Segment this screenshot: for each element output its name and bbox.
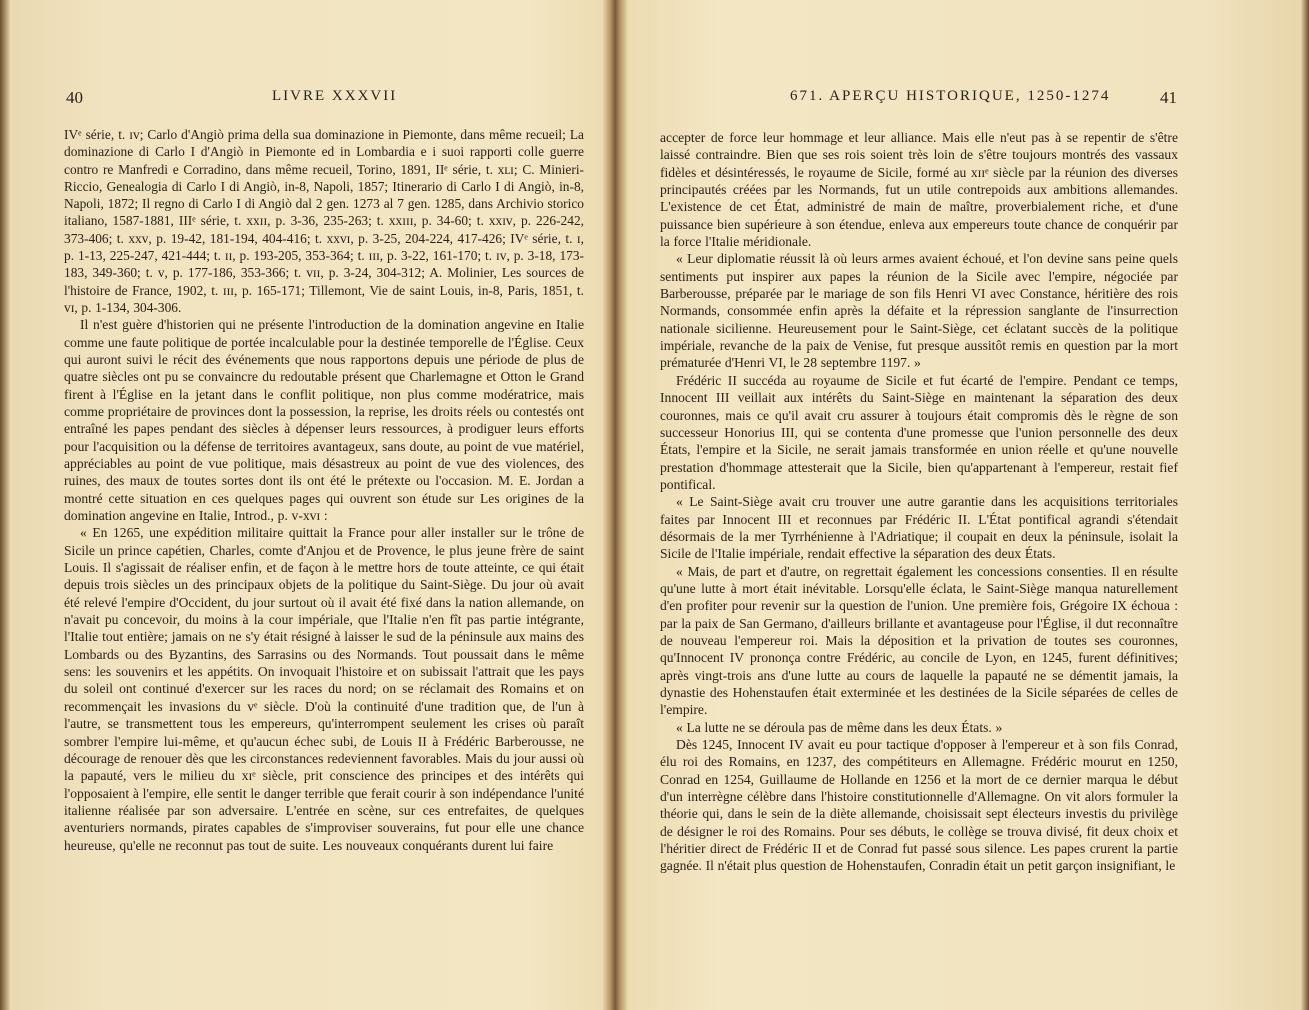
right-running-head: 671. APERÇU HISTORIQUE, 1250-1274 xyxy=(790,88,1111,104)
right-paragraph-4: « Le Saint-Siège avait cru trouver une autre garantie dans les acquisitions territoriales faites par Innocent III et reconnues par Frédéric II. L'État pontifical agrandi s'étendait désormais de la mer Tyrrhénienne à l'Adriatique; il coupait en deux la péninsule, isolait la Sicile de l'Italie impériale, rendait effective la séparation des deux États. xyxy=(660,494,1178,562)
bibliography-references: IVᵉ série, t. ɪᴠ; Carlo d'Angiò prima della sua dominazione in Piemonte, dans même recueil; La dominazione di Carlo I d'Angiò in Piemonte ed in Lombardia e i suoi rapporti colle guerre contro re Manfredi e Corradino, dans même recueil, Torino, 1891, IIᵉ série, t. xʟɪ; C. Minieri-Riccio, Genealogia di Carlo I di Angiò, in-8, Napoli, 1857; Itinerario di Carlo I di Angiò, in-8, Napoli, 1872; Il regno di Carlo I di Angiò dal 2 gen. 1273 al 7 gen. 1285, dans Archivio storico italiano, 1587-1881, IIIᵉ série, t. xxɪɪ, p. 3-36, 235-263; t. xxɪɪɪ, p. 34-60; t. xxɪᴠ, p. 226-242, 373-406; t. xxᴠ, p. 19-42, 181-194, 404-416; t. xxᴠɪ, p. 3-25, 204-224, 417-426; IVᵉ série, t. ɪ, p. 1-13, 225-247, 421-444; t. ɪɪ, p. 193-205, 353-364; t. ɪɪɪ, p. 3-22, 161-170; t. ɪᴠ, p. 3-18, 173-183, 349-360; t. ᴠ, p. 177-186, 353-366; t. ᴠɪɪ, p. 3-24, 304-312; A. Molinier, Les sources de l'histoire de France, 1902, t. ɪɪɪ, p. 165-171; Tillemont, Vie de saint Louis, in-8, Paris, 1851, t. ᴠɪ, p. 1-134, 304-306. xyxy=(64,127,584,315)
left-running-head: LIVRE XXXVII xyxy=(272,88,398,104)
right-paragraph-7: Dès 1245, Innocent IV avait eu pour tactique d'opposer à l'empereur et à son fils Conrad, élu roi des Romains, en 1237, des compétiteurs en Allemagne. Frédéric mourut en 1250, Conrad en 1254, Guillaume de Hollande en 1256 et la mort de ce dernier marqua le début d'un interrègne célèbre dans l'histoire constitutionnelle d'Allemagne. On vit alors formuler la théorie qui, dans le sein de la diète allemande, choisissait sept électeurs investis du privilège de désigner le roi des Romains. Pour ses débuts, le collège se trouva divisé, fit deux choix et l'héritier direct de Frédéric II et de Conrad fut passé sous silence. Les papes crurent la partie gagnée. Il n'était plus question de Hohenstaufen, Conradin était un petit garçon insignifiant, le xyxy=(660,737,1178,874)
left-page xyxy=(0,0,608,1010)
right-paragraph-5: « Mais, de part et d'autre, on regrettait également les concessions consenties. Il en résulte qu'une lutte à mort était inévitable. Lorsqu'elle éclata, le Saint-Siège manqua naturellement d'en profiter pour revenir sur la question de l'union. Une première fois, Grégoire IX échoua : par la paix de San Germano, d'ailleurs brillante et avantageuse pour l'Église, il dut reconnaître de nouveau l'empereur roi. Mais la déposition et la privation de toutes ses couronnes, qu'Innocent IV prononça contre Frédéric, au concile de Lyon, en 1245, furent définitives; après vingt-trois ans d'une lutte au cours de laquelle la papauté ne se démentit jamais, la dynastie des Hohenstaufen était exterminée et les destinées de la Sicile séparées de celles de l'empire. xyxy=(660,563,1178,718)
left-page-number: 40 xyxy=(66,88,83,107)
left-paragraph-2: « En 1265, une expédition militaire quittait la France pour aller installer sur le trône de Sicile un prince capétien, Charles, comte d'Anjou et de Provence, le plus jeune frère de saint Louis. Il s'agissait de réaliser enfin, et de façon à le mettre hors de toute atteinte, ce qui était depuis trois siècles un des principaux objets de la politique du Saint-Siège. Du jour où avait été relevé l'empire d'Occident, du jour surtout où il avait été fixé dans la nation allemande, on n'avait pu concevoir, du moins à la cour impériale, que l'Italie n'en fît pas partie intégrante, l'Italie tout entière; jamais on ne s'y était résigné à laisser le sud de la péninsule aux mains des Lombards ou des Byzantins, des Sarrasins ou des Normands. Tout poussait dans le même sens: les souvenirs et les appétits. On invoquait l'histoire et on subissait l'attrait que les pays du soleil ont continué d'exercer sur les races du nord; on se réclamait des Romains et on recommençait les invasions du vᵉ siècle. D'où la continuité d'une tradition que, de l'un à l'autre, se transmettent tous les empereurs, qu'interrompent seulement les crises où paraît sombrer l'empire lui-même, et qu'aucun échec subi, de Louis II à Frédéric Barberousse, ne décourage de renouer dès que les circonstances redeviennent favorables. Mais du jour aussi où la papauté, vers le milieu du xɪᵉ siècle, prit conscience des principes et des intérêts qui l'opposaient à l'empire, elle sentit le danger terrible que ferait courir à son indépendance l'unité italienne réalisée par son adversaire. L'entrée en scène, sur ces entrefaites, de quelques aventuriers normands, pirates capables de s'improviser souverains, fut pour elle une chance heureuse, qu'elle ne reconnut pas tout de suite. Les nouveaux conquérants durent lui faire xyxy=(64,525,584,853)
right-page-body xyxy=(660,129,1178,875)
right-paragraph-6: « La lutte ne se déroula pas de même dans les deux États. » xyxy=(676,719,1003,735)
right-paragraph-2: « Leur diplomatie réussit là où leurs armes avaient échoué, et l'on devine sans peine quels sentiments put inspirer aux papes la réunion de la Sicile avec l'empire, négociée par Barberousse, préparée par le mariage de son fils Henri VI avec Constance, héritière des rois Normands, consommée enfin après la défaite et la répression sanglante de l'insurrection nationale sicilienne. Heureusement pour le Saint-Siège, cet éclatant succès de la politique impériale, revanche de la paix de Venise, fut presque aussitôt remis en question par la mort prématurée d'Henri VI, le 28 septembre 1197. » xyxy=(660,251,1178,371)
right-paragraph-3: Frédéric II succéda au royaume de Sicile et fut écarté de l'empire. Pendant ce temps, Innocent III veillait aux intérêts du Saint-Siège en maintenant la séparation des deux couronnes, mais ce qu'il avait cru assurer à toujours était compromis dès le règne de son successeur Honorius III, qui se contenta d'une promesse que l'union personnelle des deux États, l'empire et la Sicile, ne serait jamais transformée en union réelle et qu'une nouvelle prestation d'hommage attesterait que la Sicile, bien qu'appartenant à l'empereur, restait fief pontifical. xyxy=(660,372,1178,492)
right-page xyxy=(612,0,1309,1010)
right-page-number: 41 xyxy=(1160,88,1177,107)
right-paragraph-1: accepter de force leur hommage et leur alliance. Mais elle n'eut pas à se repentir de s'être laissé contraindre. Bien que ses rois soient très loin de s'être toujours montrés des vassaux fidèles et désintéressés, le royaume de Sicile, formé au xɪɪᵉ siècle par la réunion des diverses principautés créées par les Normands, fut un utile contrepoids aux ambitions allemandes. L'existence de cet État, administré de main de maître, proverbialement riche, et d'une puissance bien supérieure à son étendue, enleva aux empereurs toute chance de conquérir par la force l'Italie méridionale. xyxy=(660,130,1178,250)
left-page-body xyxy=(64,126,584,854)
left-paragraph-1: Il n'est guère d'historien qui ne présente l'introduction de la domination angevine en Italie comme une faute politique de portée incalculable pour la destinée temporelle de l'Église. Ceux qui auront suivi le récit des événements que nous rapportons depuis une période de plus de quatre siècles ont pu se convaincre du redoutable présent que Charlemagne et Otton le Grand firent à l'Église en la jetant dans le conflit politique, non plus comme modératrice, mais comme propriétaire de provinces dont la possession, la reprise, les droits réels ou contestés ont entraîné les papes pendant des siècles à dépenser leurs ressources, à prodiguer leurs efforts pour l'acquisition ou la défense de territoires avantageux, sans doute, au point de vue matériel, appréciables au point de vue politique, mais désastreux au point de vue des violences, des ruines, des maux de toutes sortes dont ils ont été le prétexte ou l'occasion. M. E. Jordan a montré cette situation en ces quelques pages qui ouvrent son étude sur Les origines de la domination angevine en Italie, Introd., p. ᴠ-xᴠɪ : xyxy=(64,317,584,524)
